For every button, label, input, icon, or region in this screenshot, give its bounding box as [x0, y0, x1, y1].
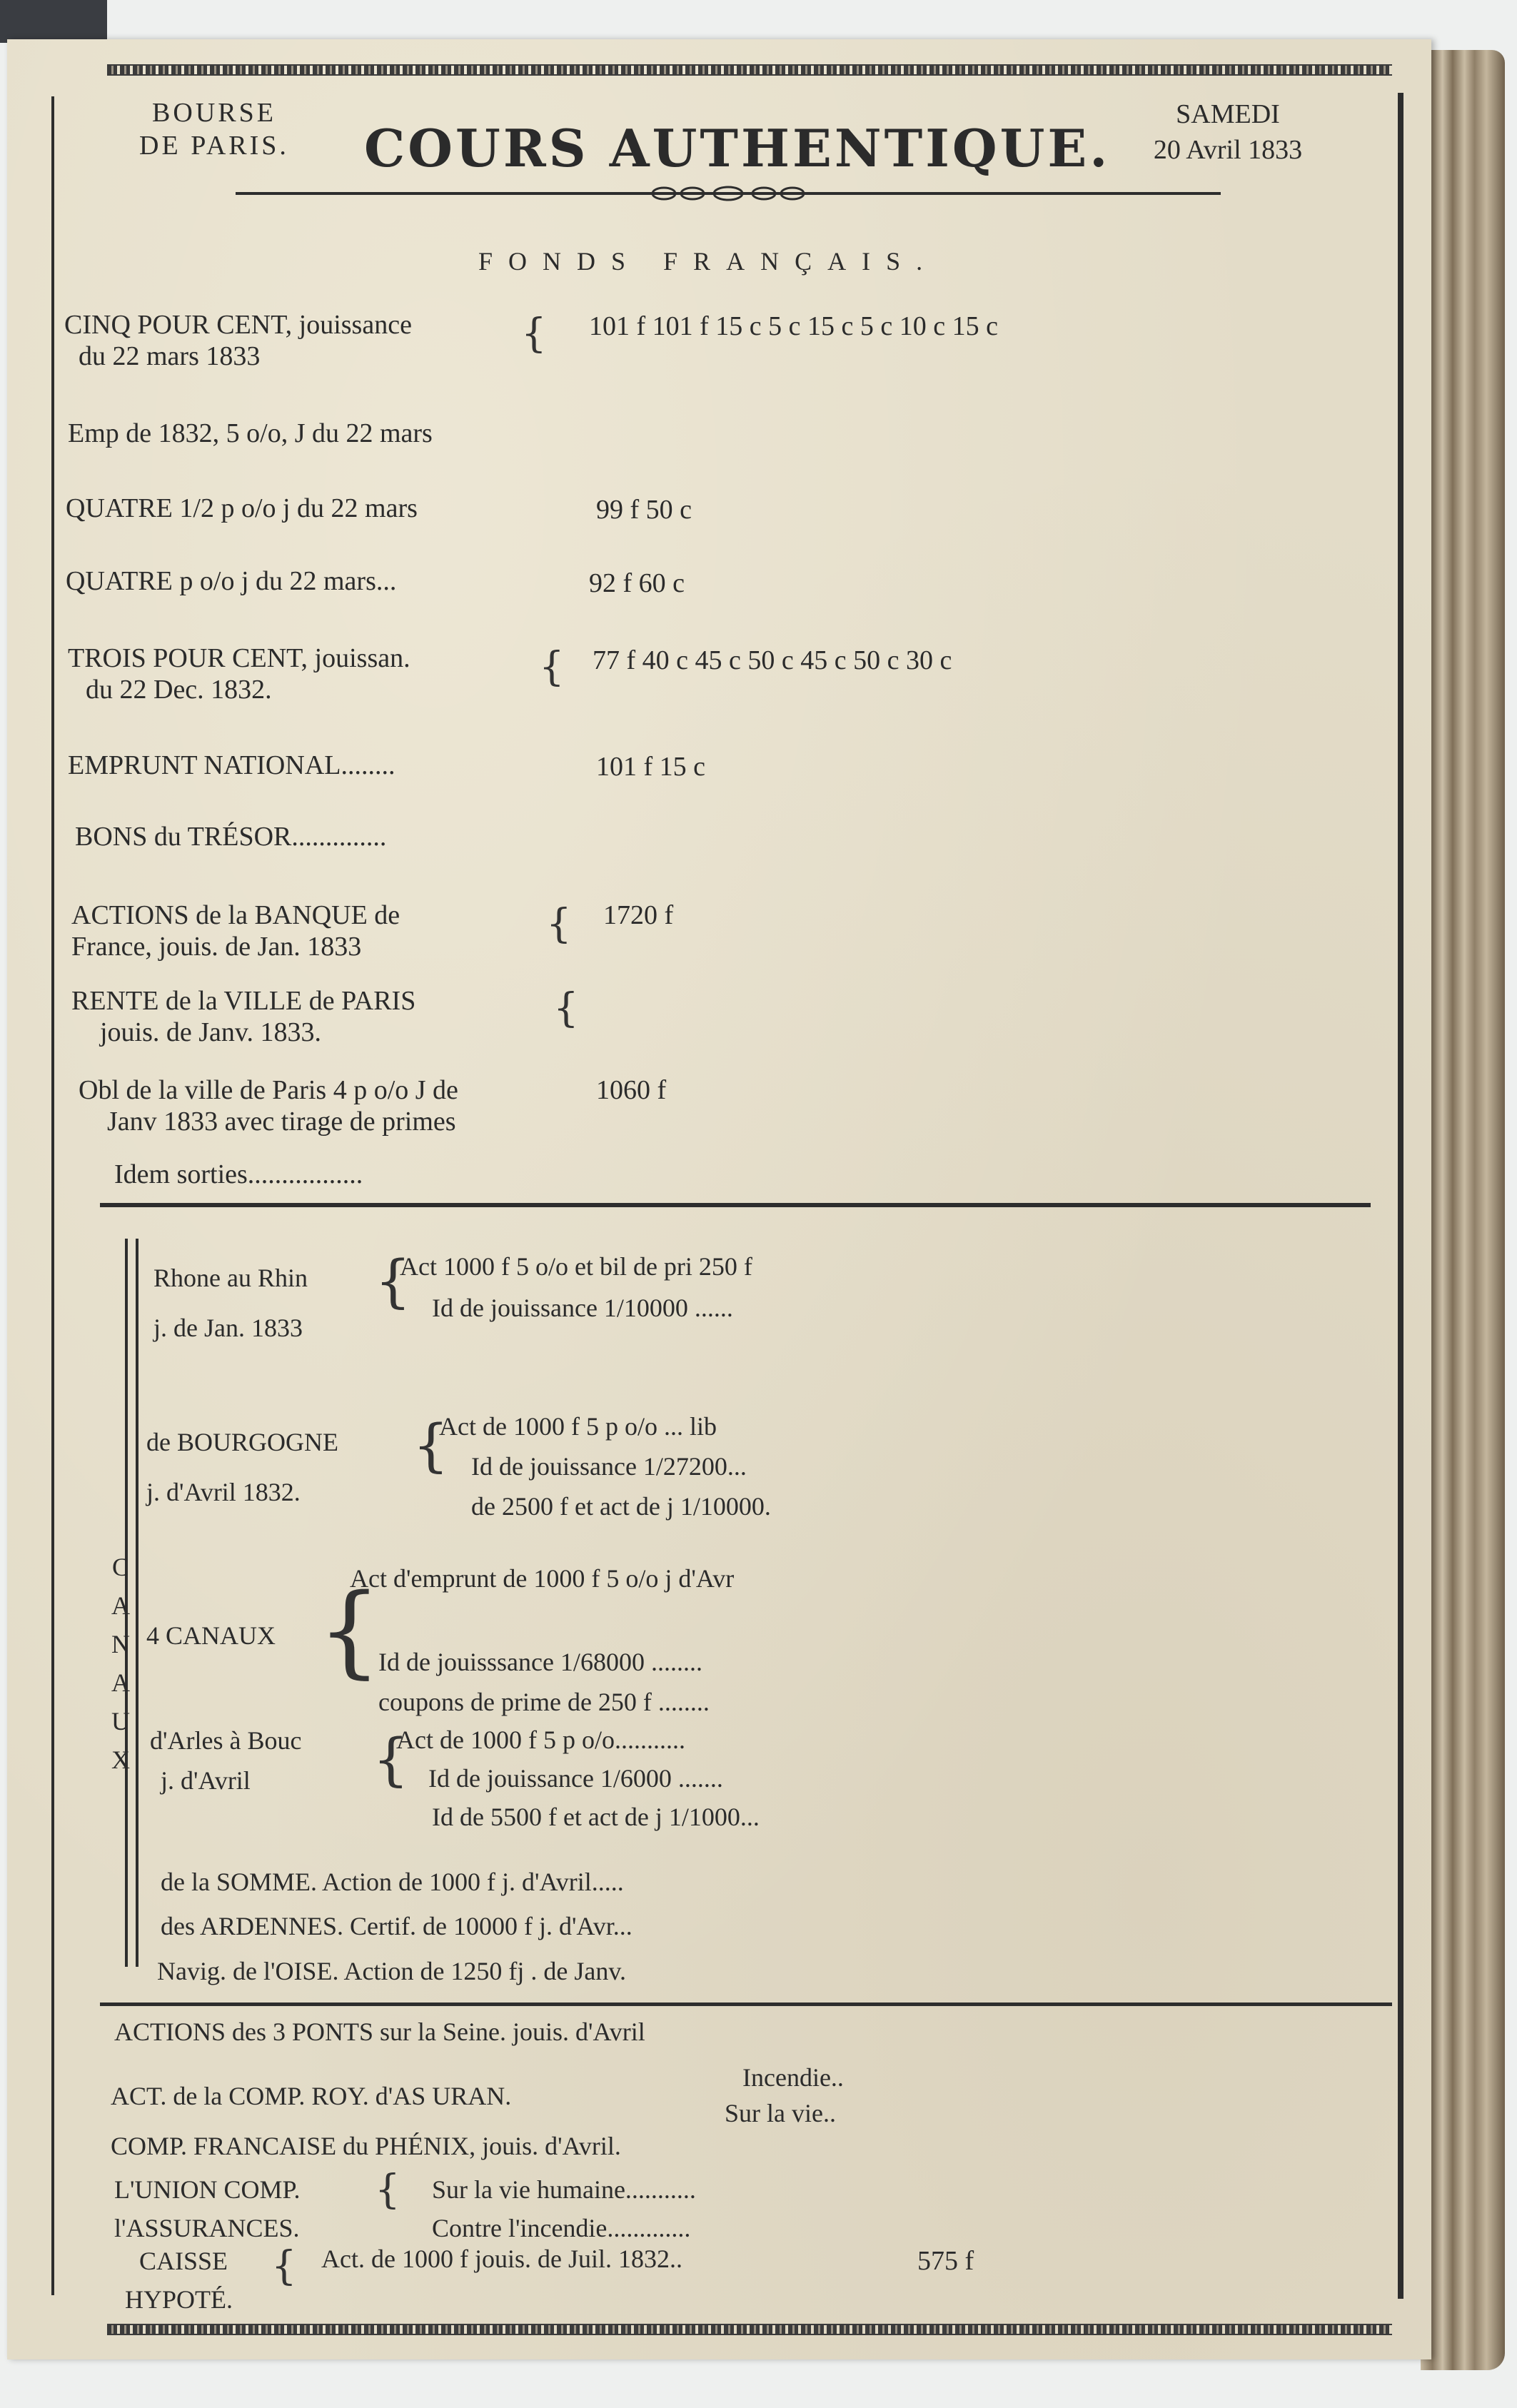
header-date [1107, 96, 1349, 168]
brace: { [546, 901, 572, 947]
left-border-rule [51, 96, 54, 2295]
union-line1: L'UNION COMP. [114, 2175, 301, 2204]
canal-item: coupons de prime de 250 f ........ [378, 1688, 710, 1716]
row-label-line2: jouis. de Janv. 1833. [100, 1017, 321, 1047]
fonds-row-trois [68, 643, 410, 705]
newspaper-page [7, 39, 1431, 2359]
canal-item: Act de 1000 f 5 p o/o ... lib [439, 1412, 717, 1441]
row-value: 77 f 40 c 45 c 50 c 45 c 50 c 30 c [593, 645, 952, 675]
scan-margin [0, 0, 107, 43]
canal-item: Id de jouisssance 1/68000 ........ [378, 1648, 702, 1676]
brace: { [539, 644, 565, 690]
page-title: COURS AUTHENTIQUE. [364, 118, 1111, 178]
canal-bourgogne-items [439, 1406, 771, 1526]
fonds-row-emprunt-national: EMPRUNT NATIONAL........ [68, 750, 395, 780]
canal-somme: de la SOMME. Action de 1000 f j. d'Avril..... [161, 1868, 624, 1896]
actions-ponts: ACTIONS des 3 PONTS sur la Seine. jouis. d'Avril [114, 2017, 645, 2046]
row-label-line2: du 22 Dec. 1832. [86, 675, 272, 705]
union-items [432, 2170, 696, 2247]
actions-comp-roy: ACT. de la COMP. ROY. d'AS URAN. [111, 2082, 512, 2110]
brace: { [413, 1412, 449, 1478]
section-divider [100, 1203, 1371, 1207]
row-value: 101 f 15 c [596, 752, 706, 782]
section-divider [100, 2003, 1392, 2006]
canal-arles-items [396, 1721, 760, 1836]
actions-union [114, 2170, 301, 2247]
brace: { [318, 1573, 382, 1689]
canal-item: de 2500 f et act de j 1/10000. [471, 1492, 771, 1521]
canal-item: Id de jouissance 1/27200... [471, 1452, 747, 1481]
canal-oise: Navig. de l'OISE. Action de 1250 fj . de Janv. [157, 1957, 627, 1985]
canal-quatre-name: 4 CANAUX [146, 1621, 276, 1650]
actions-phenix: COMP. FRANCAISE du PHÉNIX, jouis. d'Avril. [111, 2132, 621, 2160]
canal-item: Act 1000 f 5 o/o et bil de pri 250 f [400, 1252, 752, 1281]
right-border-rule [1398, 93, 1403, 2299]
row-value: 1060 f [596, 1075, 667, 1105]
canal-name-line2: j. d'Avril [161, 1766, 251, 1795]
comp-roy-incendie: Incendie.. [742, 2063, 844, 2092]
header-date-text: 20 Avril 1833 [1153, 135, 1303, 165]
fonds-row-emp-1832: Emp de 1832, 5 o/o, J du 22 mars [68, 418, 433, 448]
brace: { [553, 985, 579, 1032]
fonds-row-quatre-demi: QUATRE 1/2 p o/o j du 22 mars [66, 493, 418, 523]
canal-rhone-items [400, 1246, 752, 1329]
brace: { [521, 311, 547, 357]
comp-roy-vie: Sur la vie.. [725, 2099, 836, 2127]
fonds-row-cinq [64, 309, 412, 372]
canal-name-line1: de BOURGOGNE [146, 1428, 338, 1456]
brace: { [375, 1248, 411, 1314]
header-left-line2: DE PARIS. [139, 131, 289, 161]
union-line2: l'ASSURANCES. [114, 2214, 300, 2242]
caisse-item: Act. de 1000 f jouis. de Juil. 1832.. [321, 2245, 682, 2273]
canal-quatre-item1: Act d'emprunt de 1000 f 5 o/o j d'Avr [350, 1564, 735, 1593]
row-label-line2: du 22 mars 1833 [79, 341, 261, 371]
canaux-vertical-label: CANAUX [106, 1553, 135, 1784]
row-value: 1720 f [603, 900, 674, 930]
canal-name-line2: j. de Jan. 1833 [153, 1314, 303, 1342]
fonds-row-bons-tresor: BONS du TRÉSOR.............. [75, 822, 387, 852]
canal-name-line2: j. d'Avril 1832. [146, 1478, 301, 1506]
row-value: 92 f 60 c [589, 568, 685, 598]
fonds-row-idem-sorties: Idem sorties................. [114, 1159, 363, 1189]
bottom-ornamental-rule [107, 2324, 1392, 2335]
actions-caisse [125, 2242, 233, 2319]
caisse-line2: HYPOTÉ. [125, 2285, 233, 2314]
row-label-line2: Janv 1833 avec tirage de primes [107, 1107, 456, 1137]
ornamental-divider [236, 186, 1221, 201]
caisse-value: 575 f [917, 2246, 974, 2276]
canal-bourgogne-name [146, 1417, 338, 1517]
canal-name-line1: d'Arles à Bouc [150, 1726, 302, 1755]
row-label-line2: France, jouis. de Jan. 1833 [71, 932, 362, 962]
row-label-line1: RENTE de la VILLE de PARIS [71, 986, 416, 1016]
canal-quatre-items [378, 1642, 710, 1722]
brace: { [375, 2167, 400, 2213]
actions-comp-roy-types [725, 2060, 844, 2131]
header-day: SAMEDI [1176, 99, 1280, 129]
row-value: 101 f 101 f 15 c 5 c 15 c 5 c 10 c 15 c [589, 311, 999, 341]
canaux-side-label [104, 1553, 135, 1793]
union-item: Sur la vie humaine........... [432, 2175, 696, 2204]
row-label-line1: Obl de la ville de Paris 4 p o/o J de [79, 1075, 458, 1105]
canal-rhone-name [153, 1253, 308, 1353]
brace: { [373, 1726, 409, 1793]
canal-name-line1: Rhone au Rhin [153, 1264, 308, 1292]
row-value: 99 f 50 c [596, 495, 692, 525]
row-label-line1: ACTIONS de la BANQUE de [71, 900, 400, 930]
row-label-line1: TROIS POUR CENT, jouissan. [68, 643, 410, 673]
row-label-line1: CINQ POUR CENT, jouissance [64, 310, 412, 340]
canal-item: Id de 5500 f et act de j 1/1000... [432, 1803, 760, 1831]
fonds-row-quatre: QUATRE p o/o j du 22 mars... [66, 566, 397, 596]
book-page-edges [1421, 50, 1505, 2370]
caisse-line1: CAISSE [139, 2247, 228, 2275]
header-location [114, 96, 314, 162]
fonds-row-obligations-ville [79, 1074, 458, 1137]
fonds-row-banque [71, 900, 400, 962]
union-item: Contre l'incendie............. [432, 2214, 691, 2242]
brace: { [271, 2243, 297, 2289]
canal-ardennes: des ARDENNES. Certif. de 10000 f j. d'Avr... [161, 1912, 632, 1940]
fonds-row-rente-ville [71, 985, 415, 1048]
top-ornamental-rule [107, 64, 1392, 76]
section-title-fonds: FONDS FRANÇAIS. [478, 247, 939, 276]
canal-item: Act de 1000 f 5 p o/o........... [396, 1726, 685, 1754]
canal-arles-name [150, 1721, 301, 1800]
canal-item: Id de jouissance 1/6000 ....... [428, 1764, 723, 1793]
canal-item: Id de jouissance 1/10000 ...... [432, 1294, 733, 1322]
header-left-line1: BOURSE [152, 98, 276, 128]
